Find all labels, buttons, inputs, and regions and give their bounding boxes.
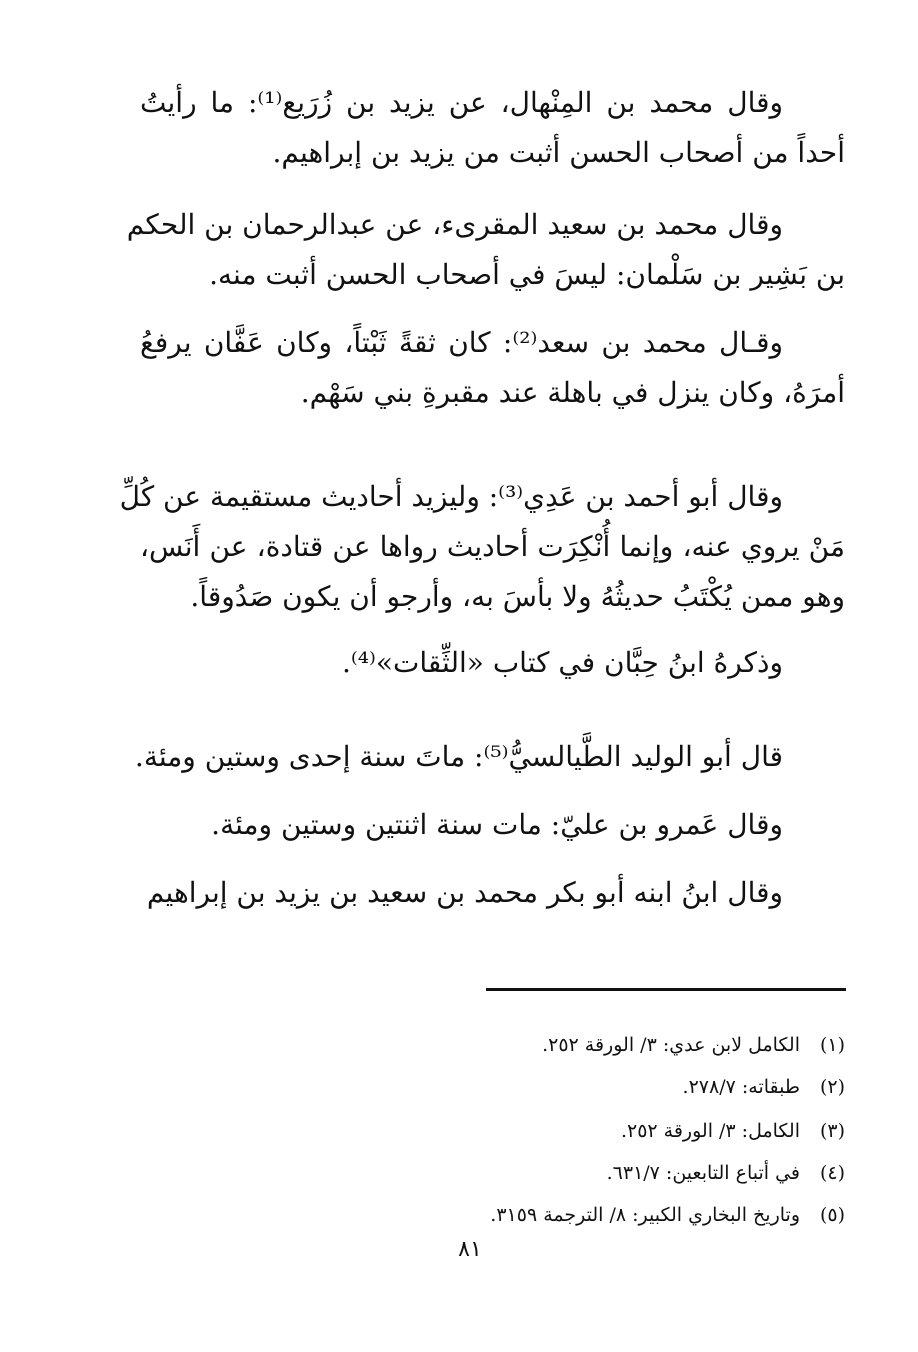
text-line: مَنْ يروي عنه، وإنما أُنْكِرَت أحاديث رواها عن قتادة، عن أَنَس،: [140, 530, 845, 563]
text-line: وقال محمد بن المِنْهال، عن يزيد بن زُرَيع⁽¹⁾: ما رأيتُ: [140, 86, 783, 119]
paragraph-ibn-adi: [119, 472, 845, 622]
text-line: وقـال محمد بن سعد⁽²⁾: كان ثقةً ثَبْتاً، وكان عَفَّان يرفعُ: [140, 326, 783, 359]
footnote-number: (٥): [819, 1204, 845, 1226]
footnote-number: (٤): [819, 1162, 845, 1184]
footnote-2: [420, 1072, 845, 1102]
text-line: وقال ابنُ ابنه أبو بكر محمد بن سعيد بن يزيد بن إبراهيم: [146, 876, 783, 909]
paragraph-ibn-hibban: [140, 638, 845, 688]
text-line: وذكرهُ ابنُ حِبَّان في كتاب «الثِّقات»⁽⁴⁾.: [341, 646, 783, 679]
footnote-4: [420, 1158, 845, 1188]
paragraph-ibn-saad: [140, 318, 845, 418]
text-line: أحداً من أصحاب الحسن أثبت من يزيد بن إبراهيم.: [272, 136, 845, 169]
text-line: وهو ممن يُكْتَبُ حديثُهُ ولا بأسَ به، وأرجو أن يكون صَدُوقاً.: [190, 580, 845, 613]
text-line: وقال عَمرو بن عليّ: مات سنة اثنتين وستين ومئة.: [211, 808, 783, 841]
text-line: بن بَشِير بن سَلْمان: ليسَ في أصحاب الحسن أثبت منه.: [209, 258, 845, 291]
footnote-5: [420, 1200, 845, 1230]
paragraph-ibn-minhal: [140, 78, 845, 178]
text-line: أمرَهُ، وكان ينزل في باهلة عند مقبرةِ بني سَهْم.: [300, 376, 845, 409]
footnote-text: طبقاته: ٢٧٨/٧.: [682, 1076, 800, 1098]
text-line: وقال محمد بن سعيد المقرىء، عن عبدالرحمان بن الحكم: [126, 208, 783, 241]
footnote-number: (٢): [819, 1076, 845, 1098]
page-number: ٨١: [458, 1237, 482, 1262]
footnote-number: (٣): [819, 1120, 845, 1142]
footnote-text: في أتباع التابعين: ٦٣١/٧.: [606, 1162, 800, 1184]
text-line: وقال أبو أحمد بن عَدِي⁽³⁾: وليزيد أحاديث مستقيمة عن كُلِّ: [119, 480, 783, 513]
text-line: قال أبو الوليد الطَّيالسيُّ⁽⁵⁾: ماتَ سنة إحدى وستين ومئة.: [134, 740, 783, 773]
footnote-1: [420, 1030, 845, 1060]
footnote-3: [420, 1116, 845, 1146]
paragraph-muqri: [126, 200, 845, 300]
paragraph-abu-bakr: [140, 868, 845, 918]
paragraph-amr-ibn-ali: [140, 800, 845, 850]
paragraph-tayalisi: [134, 732, 845, 782]
footnote-divider: [486, 988, 846, 991]
footnote-text: الكامل لابن عدي: ٣/ الورقة ٢٥٢.: [542, 1034, 800, 1056]
footnote-number: (١): [819, 1034, 845, 1056]
footnote-text: الكامل: ٣/ الورقة ٢٥٢.: [620, 1120, 800, 1142]
footnote-text: وتاريخ البخاري الكبير: ٨/ الترجمة ٣١٥٩.: [490, 1204, 800, 1226]
